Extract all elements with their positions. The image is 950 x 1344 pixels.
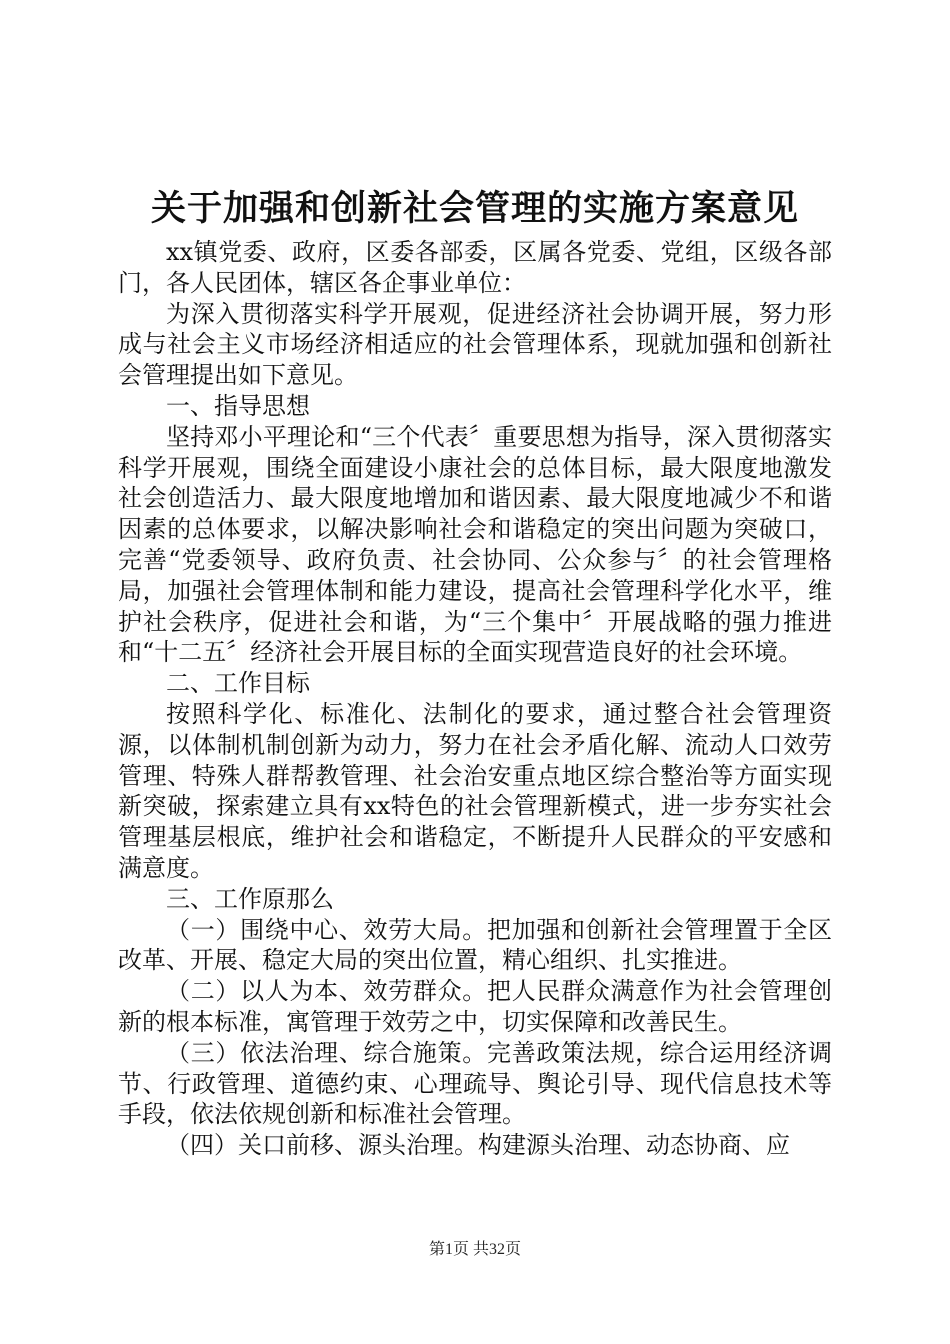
paragraph-work-goals: 按照科学化、标准化、法制化的要求，通过整合社会管理资源，以体制机制创新为动力，努力在社会矛盾化解、流动人口效劳管理、特殊人群帮教管理、社会治安重点地区综合整治等方面实现新突破，探索建立具有xx特色的社会管理新模式，进一步夯实社会管理基层根底，维护社会和谐稳定，不断提升人民群众的平安感和满意度。 <box>118 699 832 882</box>
paragraph-principle-1: （一）围绕中心、效劳大局。把加强和创新社会管理置于全区改革、开展、稳定大局的突出位置，精心组织、扎实推进。 <box>118 915 832 975</box>
paragraph-principle-2: （二）以人为本、效劳群众。把人民群众满意作为社会管理创新的根本标准，寓管理于效劳之中，切实保障和改善民生。 <box>118 977 832 1036</box>
document-title: 关于加强和创新社会管理的实施方案意见 <box>150 188 799 229</box>
paragraph-guiding-ideology: 坚持邓小平理论和“三个代表〞重要思想为指导，深入贯彻落实科学开展观，围绕全面建设小康社会的总体目标，最大限度地激发社会创造活力、最大限度地增加和谐因素、最大限度地减少不和谐因素的总体要求，以解决影响社会和谐稳定的突出问题为突破口，完善“党委领导、政府负责、社会协同、公众参与〞的社会管理格局，加强社会管理体制和能力建设，提高社会管理科学化水平，维护社会秩序，促进社会和谐，为“三个集中〞开展战略的强力推进和“十二五〞经济社会开展目标的全面实现营造良好的社会环境。 <box>118 422 832 667</box>
page-number-footer: 第1页 共32页 <box>428 1241 521 1258</box>
paragraph-addressees: xx镇党委、政府，区委各部委，区属各党委、党组，区级各部门，各人民团体，辖区各企事业单位： <box>118 238 832 297</box>
section-heading-work-principles: 三、工作原那么 <box>166 884 334 913</box>
paragraph-intro: 为深入贯彻落实科学开展观，促进经济社会协调开展，努力形成与社会主义市场经济相适应的社会管理体系，现就加强和创新社会管理提出如下意见。 <box>118 299 832 390</box>
paragraph-principle-4: （四）关口前移、源头治理。构建源头治理、动态协商、应 <box>166 1131 790 1160</box>
section-heading-guiding-ideology: 一、指导思想 <box>166 391 310 420</box>
document-body <box>118 237 832 1161</box>
paragraph-principle-3: （三）依法治理、综合施策。完善政策法规，综合运用经济调节、行政管理、道德约束、心理疏导、舆论引导、现代信息技术等手段，依法依规创新和标准社会管理。 <box>118 1038 832 1129</box>
section-heading-work-goals: 二、工作目标 <box>166 669 310 698</box>
